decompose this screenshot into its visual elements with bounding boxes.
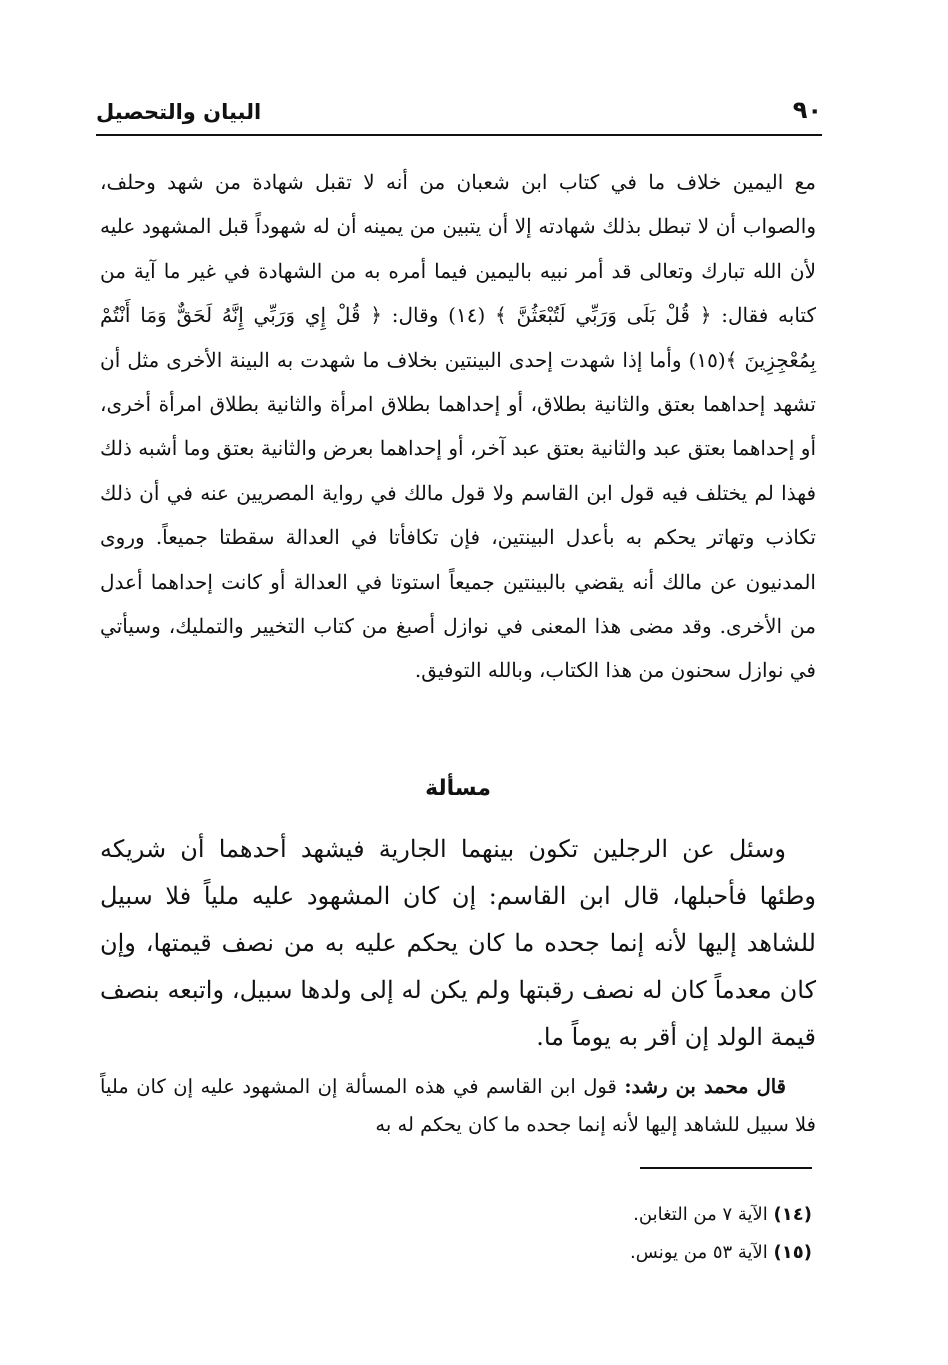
question-block (100, 826, 816, 1061)
footnote-number: (١٤) (773, 1204, 812, 1225)
footnote-rule (640, 1167, 812, 1169)
page-header (96, 96, 822, 132)
footnote (100, 1196, 812, 1234)
section-1-paragraph: مع اليمين خلاف ما في كتاب ابن شعبان من أنه لا تقبل شهادة من شهد وحلف، والصواب أن لا تبطل بذلك شهادته إلا أن يتبين من يمينه أن له شهوداً قبل المشهود عليه لأن الله تبارك وتعالى قد أمر نبيه باليمين فيما أمره به من الشهادة في غير ما آية من كتابه فقال: ﴿ قُلْ بَلَى وَرَبِّي لَتُبْعَثُنَّ ﴾ (١٤) وقال: ﴿ قُلْ إِي وَرَبِّي إِنَّهُ لَحَقٌّ وَمَا أَنْتُمْ بِمُعْجِزِينَ ﴾(١٥) وأما إذا شهدت إحدى البينتين بخلاف ما شهدت به البينة الأخرى مثل أن تشهد إحداهما بعتق والثانية بطلاق، أو إحداهما بطلاق امرأة والثانية بطلاق امرأة أخرى، أو إحداهما بعتق عبد والثانية بعتق عبد آخر، أو إحداهما بعرض والثانية بعتق وما أشبه ذلك فهذا لم يختلف فيه قول ابن القاسم ولا قول مالك في رواية المصريين عنه في أن ذلك تكاذب وتهاتر يحكم به بأعدل البينتين، فإن تكافأتا في العدالة سقطتا جميعاً. وروى المدنيون عن مالك أنه يقضي بالبينتين جميعاً استوتا في العدالة أو كانت إحداهما أعدل من الأخرى. وقد مضى هذا المعنى في نوازل أصبغ من كتاب التخيير والتمليك، وسيأتي في نوازل سحنون من هذا الكتاب، وبالله التوفيق. (100, 170, 817, 683)
running-title: البيان والتحصيل (96, 100, 262, 124)
footnote-number: (١٥) (773, 1242, 812, 1263)
footnote-text: الآية ٧ من التغابن. (633, 1204, 768, 1225)
footnotes (100, 1196, 812, 1272)
header-rule (96, 134, 822, 136)
commentary-author: قال محمد بن رشد: (624, 1075, 786, 1098)
commentary-text: قول ابن القاسم في هذه المسألة إن المشهود عليه إن كان ملياً فلا سبيل للشاهد إليها لأنه إنما جحده ما كان يحكم له به (100, 1075, 816, 1136)
section-1 (100, 160, 816, 693)
commentary-paragraph (100, 1068, 816, 1144)
commentary-block (100, 1068, 816, 1144)
question-heading: مسألة (425, 776, 491, 801)
footnote (100, 1234, 812, 1272)
question-paragraph: وسئل عن الرجلين تكون بينهما الجارية فيشهد أحدهما أن شريكه وطئها فأحبلها، قال ابن القاسم: إن كان المشهود عليه ملياً فلا سبيل للشاهد إليها لأنه إنما جحده ما كان يحكم عليه به من نصف قيمتها، وإن كان معدماً كان له نصف رقبتها ولم يكن له إلى ولدها سبيل، واتبعه بنصف قيمة الولد إن أقر به يوماً ما. (100, 835, 816, 1051)
page-number: ٩٠ (792, 96, 822, 124)
footnote-text: الآية ٥٣ من يونس. (630, 1242, 768, 1263)
